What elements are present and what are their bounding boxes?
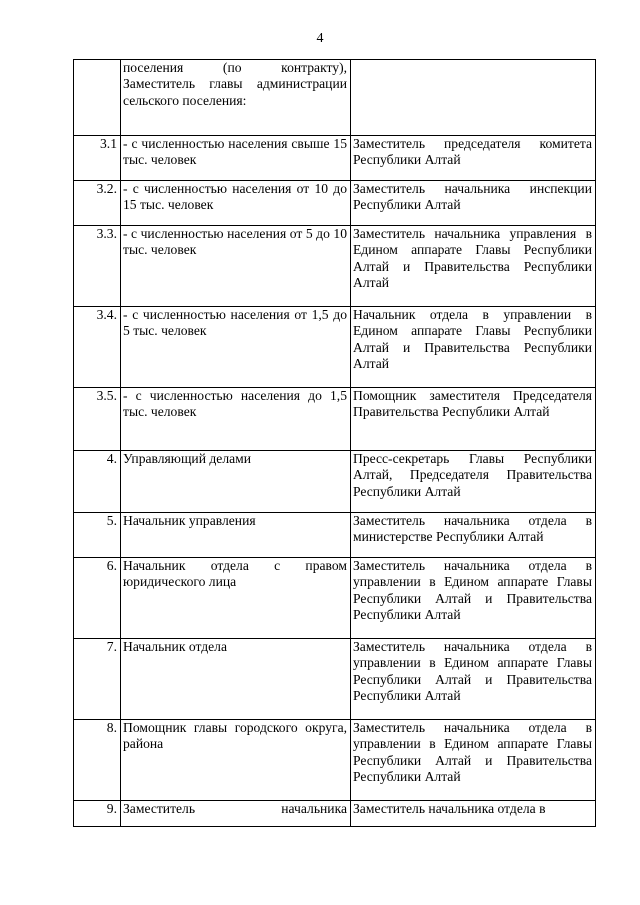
table-row [74,639,596,720]
position-cell: - с численностью населения от 1,5 до 5 тыс. человек [121,307,351,388]
table-row [74,801,596,827]
row-number: 3.2. [74,181,121,226]
table-row [74,307,596,388]
position-cell: Начальник отдела [121,639,351,720]
row-number [74,60,121,136]
word: начальника [281,801,347,816]
row-number: 6. [74,558,121,639]
equivalent-position-cell: Заместитель начальника управления в Едином аппарате Главы Республики Алтай и Правительства Республики Алтай [351,226,596,307]
equivalent-position-cell: Заместитель начальника отдела в управлении в Едином аппарате Главы Республики Алтай и Правительства Республики Алтай [351,639,596,720]
table-row [74,388,596,451]
equivalent-position-cell: Заместитель начальника отдела в управлении в Едином аппарате Главы Республики Алтай и Правительства Республики Алтай [351,720,596,801]
equivalent-position-cell: Пресс-секретарь Главы Республики Алтай, Председателя Правительства Республики Алтай [351,451,596,513]
position-cell: поселения (по контракту), Заместитель главы администрации сельского поселения: [121,60,351,136]
equivalent-position-cell: Помощник заместителя Председателя Правительства Республики Алтай [351,388,596,451]
equivalent-position-cell [351,60,596,136]
positions-table [73,59,596,827]
equivalent-position-cell: Заместитель начальника инспекции Республики Алтай [351,181,596,226]
position-cell: Начальник отдела с правом юридического лица [121,558,351,639]
row-number: 3.1 [74,136,121,181]
table-row [74,558,596,639]
table-row [74,226,596,307]
row-number: 5. [74,513,121,558]
equivalent-position-cell: Заместитель начальника отдела в управлении в Едином аппарате Главы Республики Алтай и Правительства Республики Алтай [351,558,596,639]
table-row [74,136,596,181]
positions-table-body [74,60,596,827]
position-cell [121,801,351,827]
position-cell: - с численностью населения от 10 до 15 тыс. человек [121,181,351,226]
position-cell: - с численностью населения свыше 15 тыс. человек [121,136,351,181]
position-cell: Начальник управления [121,513,351,558]
table-row [74,513,596,558]
position-cell: Управляющий делами [121,451,351,513]
row-number: 9. [74,801,121,827]
table-row [74,60,596,136]
equivalent-position-cell: Заместитель начальника отдела в министерстве Республики Алтай [351,513,596,558]
equivalent-position-cell: Начальник отдела в управлении в Едином аппарате Главы Республики Алтай и Правительства Республики Алтай [351,307,596,388]
row-number: 7. [74,639,121,720]
table-row [74,181,596,226]
position-text [123,801,347,817]
page-number: 4 [316,31,324,46]
position-cell: - с численностью населения от 5 до 10 тыс. человек [121,226,351,307]
equivalent-position-cell: Заместитель председателя комитета Республики Алтай [351,136,596,181]
word: Заместитель [123,801,196,816]
row-number: 3.4. [74,307,121,388]
row-number: 4. [74,451,121,513]
row-number: 3.3. [74,226,121,307]
equivalent-position-cell: Заместитель начальника отдела в [351,801,596,827]
row-number: 3.5. [74,388,121,451]
row-number: 8. [74,720,121,801]
position-cell: Помощник главы городского округа, района [121,720,351,801]
table-row [74,451,596,513]
position-cell: - с численностью населения до 1,5 тыс. человек [121,388,351,451]
table-row [74,720,596,801]
